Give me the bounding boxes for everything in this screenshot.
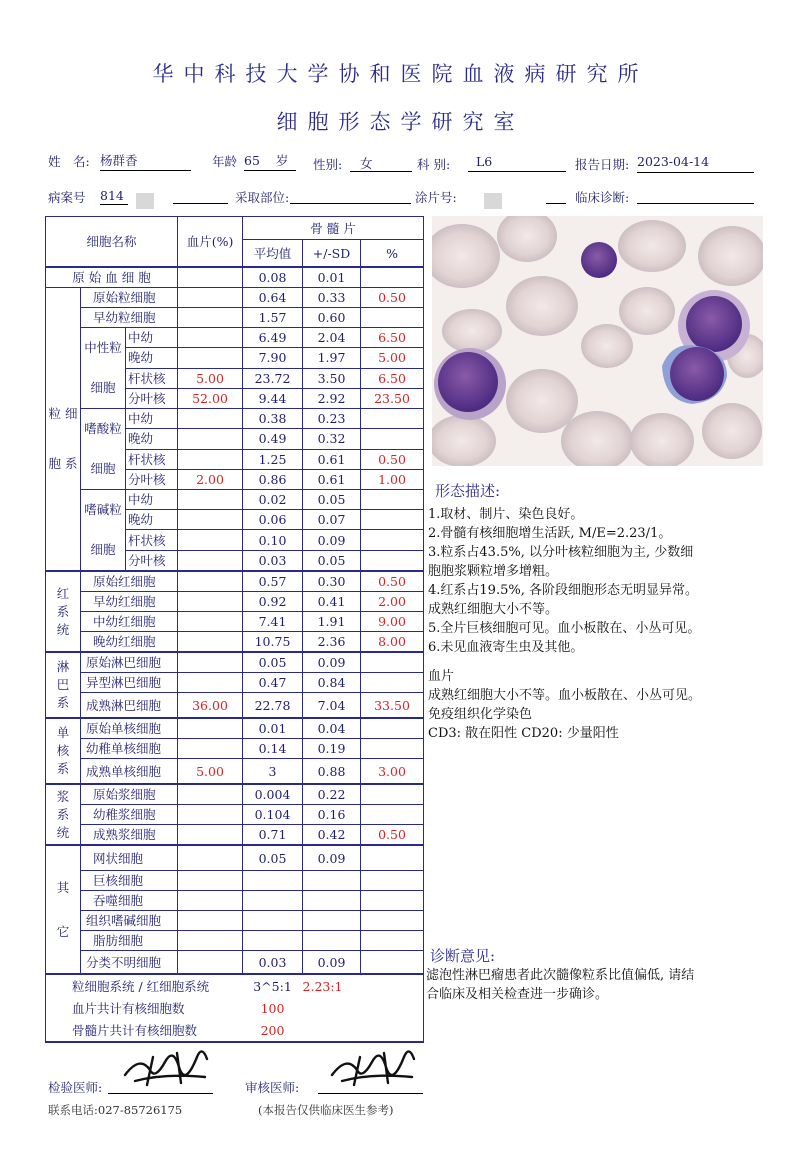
clinical-field: [637, 203, 754, 204]
cell-sd: 0.60: [303, 308, 361, 328]
cell-pct: [361, 784, 424, 805]
group-mono: 单 核 系: [46, 718, 81, 784]
table-row: [46, 490, 424, 510]
ratio-label: 粒细胞系统 / 红细胞系统: [46, 974, 243, 997]
cell-blood: [178, 530, 243, 550]
cell-blood: [178, 267, 243, 288]
cell-sd: 0.41: [303, 592, 361, 612]
cell-mean: 1.25: [243, 449, 303, 469]
site-label: 采取部位:: [235, 190, 290, 205]
morphology-line: 1.取材、制片、染色良好。: [428, 507, 584, 522]
cell-sd: 0.84: [303, 673, 361, 693]
summary-empty: [303, 1019, 424, 1042]
cell-sd: 0.09: [303, 652, 361, 673]
patient-age: [244, 151, 296, 171]
cell-name: 组织嗜碱细胞: [81, 911, 178, 931]
cell-sd: 0.05: [303, 490, 361, 510]
cell-mean: 7.41: [243, 612, 303, 632]
cell-sd: 0.07: [303, 510, 361, 530]
cell-blood: [178, 784, 243, 805]
col-header-marrow: 骨 髓 片: [243, 217, 424, 240]
cell-name: 早幼红细胞: [81, 592, 178, 612]
group-basophil: [81, 490, 126, 572]
morphology-line: 3.粒系占43.5%, 以分叶核粒细胞为主, 少数细: [428, 545, 694, 560]
table-row: [46, 784, 424, 805]
cell-name: 原始单核细胞: [81, 718, 178, 739]
cell-mean: 23.72: [243, 368, 303, 388]
cell-mean: 0.71: [243, 825, 303, 846]
cell-mean: [243, 891, 303, 911]
cell-name: 原始浆细胞: [81, 784, 178, 805]
cell-pct: [361, 871, 424, 891]
morphology-line: 6.未见血液寄生虫及其他。: [428, 640, 584, 655]
cell-sd: [303, 871, 361, 891]
cell-mean: 10.75: [243, 632, 303, 653]
cell-mean: 0.104: [243, 805, 303, 825]
cell-mean: 0.92: [243, 592, 303, 612]
marrow-count-label: 骨髓片共计有核细胞数: [46, 1019, 243, 1042]
cell-mean: 0.86: [243, 469, 303, 489]
redacted-block-2: [484, 193, 502, 209]
table-row: [46, 308, 424, 328]
blood-smear-line: 成熟红细胞大小不等。血小板散在、小丛可见。: [428, 688, 702, 703]
cell-sd: 7.04: [303, 693, 361, 719]
cell-blood: [178, 739, 243, 759]
cell-blood: [178, 550, 243, 571]
morphology-title: 形态描述:: [435, 482, 501, 500]
patient-sex: 女: [350, 154, 412, 172]
cell-mean: 1.57: [243, 308, 303, 328]
cell-sd: 3.50: [303, 368, 361, 388]
examiner-signature: [115, 1045, 215, 1091]
cell-pct: 0.50: [361, 449, 424, 469]
table-row: [46, 931, 424, 951]
cell-sd: 0.16: [303, 805, 361, 825]
diagnosis-line: 合临床及相关检查进一步确诊。: [426, 987, 609, 1002]
cell-blood: 36.00: [178, 693, 243, 719]
cell-pct: 9.00: [361, 612, 424, 632]
cell-mean: 0.49: [243, 429, 303, 449]
cell-pct: [361, 673, 424, 693]
cell-name: 分叶核: [126, 550, 178, 571]
cell-mean: 3: [243, 759, 303, 785]
case-number: 814: [100, 188, 128, 205]
cell-sd: [303, 911, 361, 931]
ratio-value: 2.23:1: [303, 974, 424, 997]
blood-smear-line: CD3: 散在阳性 CD20: 少量阳性: [428, 726, 619, 741]
cell-sd: [303, 891, 361, 911]
cell-mean: [243, 911, 303, 931]
group-erythroid: 红 系 统: [46, 571, 81, 652]
redacted-block: [136, 193, 154, 209]
col-header-blood: 血片(%): [178, 217, 243, 268]
institute-title: 华中科技大学协和医院血液病研究所: [152, 62, 649, 86]
cell-name: 分类不明细胞: [81, 951, 178, 975]
cell-blood: [178, 288, 243, 308]
col-header-mean: 平均值: [243, 240, 303, 268]
cell-mean: 6.49: [243, 328, 303, 348]
summary-row-marrow: [46, 1019, 424, 1042]
cell-name: 成熟单核细胞: [81, 759, 178, 785]
table-row: [46, 759, 424, 785]
cell-sd: 0.04: [303, 718, 361, 739]
blood-count: 100: [260, 1000, 285, 1016]
group-plasma: 浆 系 统: [46, 784, 81, 845]
table-row: [46, 571, 424, 592]
ratio-ref: 3^5:1: [243, 974, 303, 997]
cell-blood: [178, 490, 243, 510]
cell-pct: 0.50: [361, 288, 424, 308]
age-label: 年龄: [212, 154, 238, 169]
cell-mean: 0.03: [243, 951, 303, 975]
cell-pct: 23.50: [361, 388, 424, 408]
cell-sd: 0.88: [303, 759, 361, 785]
cell-blood: [178, 891, 243, 911]
table-row: [46, 288, 424, 308]
table-row: [46, 805, 424, 825]
cell-blood: [178, 308, 243, 328]
table-row: [46, 845, 424, 871]
cell-mean: 0.05: [243, 845, 303, 871]
cell-blood: [178, 429, 243, 449]
blood-count-label: 血片共计有核细胞数: [46, 997, 243, 1019]
cell-name: 异型淋巴细胞: [81, 673, 178, 693]
cell-mean: 0.01: [243, 718, 303, 739]
col-header-pct: %: [361, 240, 424, 268]
group-basophil-b: 细胞: [90, 542, 116, 557]
reviewer-signature: [322, 1045, 422, 1091]
cell-sd: 2.04: [303, 328, 361, 348]
cell-pct: [361, 530, 424, 550]
cell-sd: 0.33: [303, 288, 361, 308]
cell-pct: [361, 931, 424, 951]
cell-mean: 0.47: [243, 673, 303, 693]
date-label: 报告日期:: [575, 157, 630, 172]
report-note: (本报告仅供临床医生参考): [258, 1103, 394, 1117]
cell-pct: 2.00: [361, 592, 424, 612]
cell-sd: 0.05: [303, 550, 361, 571]
morphology-line: 4.红系占19.5%, 各阶段细胞形态无明显异常。: [428, 583, 698, 598]
diagnosis-title: 诊断意见:: [430, 947, 496, 965]
patient-name: 杨群香: [100, 151, 191, 171]
examiner-label: 检验医师:: [48, 1080, 103, 1095]
cell-pct: [361, 652, 424, 673]
cell-blood: [178, 805, 243, 825]
col-header-sd: +/-SD: [303, 240, 361, 268]
morphology-line: 5.全片巨核细胞可见。血小板散在、小丛可见。: [428, 621, 701, 636]
cell-pct: [361, 490, 424, 510]
cell-name: 中幼: [126, 490, 178, 510]
cell-name: 分叶核: [126, 469, 178, 489]
cell-blood: 5.00: [178, 368, 243, 388]
cell-blood: [178, 931, 243, 951]
cell-name: 杆状核: [126, 530, 178, 550]
cell-pct: [361, 805, 424, 825]
cell-pct: [361, 510, 424, 530]
table-row: [46, 592, 424, 612]
cell-sd: 0.30: [303, 571, 361, 592]
cell-blood: 52.00: [178, 388, 243, 408]
blood-smear-title: 血片: [428, 669, 455, 684]
age-unit: 岁: [275, 153, 289, 168]
group-eosinophil-a: 嗜酸粒: [84, 421, 122, 436]
cell-pct: 1.00: [361, 469, 424, 489]
table-row: [46, 267, 424, 288]
group-basophil-a: 嗜碱粒: [84, 502, 122, 517]
cell-mean: 0.14: [243, 739, 303, 759]
group-eosinophil-b: 细胞: [90, 461, 116, 476]
cell-sd: 0.61: [303, 469, 361, 489]
cell-pct: 0.50: [361, 571, 424, 592]
site-field: [290, 203, 411, 204]
morphology-line: 2.骨髓有核细胞增生活跃, M/E=2.23/1。: [428, 526, 672, 541]
cell-count-table: [45, 216, 424, 1043]
cell-sd: [303, 931, 361, 951]
micrograph-svg: [432, 216, 763, 466]
table-row: [46, 718, 424, 739]
cell-name: 原始红细胞: [81, 571, 178, 592]
cell-blood: [178, 825, 243, 846]
table-row: [46, 632, 424, 653]
cell-name: 中幼红细胞: [81, 612, 178, 632]
cell-name: 原 始 血 细 胞: [46, 267, 178, 288]
cell-name: 杆状核: [126, 449, 178, 469]
cell-name: 原始淋巴细胞: [81, 652, 178, 673]
cell-mean: 0.03: [243, 550, 303, 571]
cell-name: 晚幼: [126, 510, 178, 530]
blood-smear-line: 免疫组织化学染色: [428, 707, 533, 722]
smear-label: 涂片号:: [415, 190, 457, 205]
cell-pct: 33.50: [361, 693, 424, 719]
cell-blood: [178, 911, 243, 931]
cell-sd: 2.92: [303, 388, 361, 408]
table-row: [46, 409, 424, 429]
cell-name: 原始粒细胞: [81, 288, 178, 308]
cell-blood: [178, 571, 243, 592]
cell-name: 幼稚浆细胞: [81, 805, 178, 825]
clinical-label: 临床诊断:: [575, 190, 630, 205]
age-value: 65: [244, 153, 260, 168]
cell-pct: 6.50: [361, 328, 424, 348]
cell-mean: 0.02: [243, 490, 303, 510]
cell-name: 晚幼红细胞: [81, 632, 178, 653]
cell-sd: 0.19: [303, 739, 361, 759]
cell-pct: 5.00: [361, 348, 424, 368]
cell-mean: 0.10: [243, 530, 303, 550]
cell-blood: [178, 632, 243, 653]
cell-name: 分叶核: [126, 388, 178, 408]
table-row: [46, 871, 424, 891]
cell-blood: [178, 612, 243, 632]
cell-name: 晚幼: [126, 429, 178, 449]
smear-underline: [546, 203, 566, 204]
table-row: [46, 328, 424, 348]
cell-name: 成熟淋巴细胞: [81, 693, 178, 719]
cell-name: 早幼粒细胞: [81, 308, 178, 328]
morphology-line: 成熟红细胞大小不等。: [428, 602, 559, 617]
cell-pct: [361, 739, 424, 759]
summary-empty: [303, 997, 424, 1019]
patient-dept: L6: [468, 154, 566, 172]
case-label: 病案号: [48, 190, 86, 205]
blood-smear-text: [428, 667, 701, 743]
marrow-count: 200: [243, 1019, 303, 1042]
group-neutrophil: [81, 328, 126, 409]
summary-row-ratio: [46, 974, 424, 997]
report-date: 2023-04-14: [637, 154, 754, 173]
micrograph-image: [432, 216, 763, 466]
dept-label: 科 别:: [417, 157, 451, 172]
cell-mean: 22.78: [243, 693, 303, 719]
cell-sd: 0.32: [303, 429, 361, 449]
group-other: 其 它: [46, 845, 81, 974]
cell-blood: [178, 845, 243, 871]
cell-pct: [361, 845, 424, 871]
table-row: [46, 673, 424, 693]
table-row: [46, 911, 424, 931]
cell-pct: [361, 891, 424, 911]
group-lymph: 淋 巴 系: [46, 652, 81, 718]
cell-mean: 7.90: [243, 348, 303, 368]
cell-blood: [178, 673, 243, 693]
cell-sd: 0.42: [303, 825, 361, 846]
cell-sd: 1.97: [303, 348, 361, 368]
cell-sd: 0.61: [303, 449, 361, 469]
table-row: [46, 693, 424, 719]
cell-mean: [243, 931, 303, 951]
cell-sd: 0.01: [303, 267, 361, 288]
contact-phone: 联系电话:027-85726175: [48, 1103, 183, 1117]
cell-name: 中幼: [126, 328, 178, 348]
cell-mean: 0.05: [243, 652, 303, 673]
cell-mean: [243, 871, 303, 891]
case-underline: [173, 203, 228, 204]
cell-pct: [361, 911, 424, 931]
cell-blood: 2.00: [178, 469, 243, 489]
cell-pct: 3.00: [361, 759, 424, 785]
cell-sd: 0.09: [303, 951, 361, 975]
cell-pct: 8.00: [361, 632, 424, 653]
cell-mean: 0.38: [243, 409, 303, 429]
cell-sd: 0.22: [303, 784, 361, 805]
cell-mean: 0.64: [243, 288, 303, 308]
diagnosis-line: 滤泡性淋巴瘤患者此次髓像粒系比值偏低, 请结: [426, 968, 695, 983]
diagnosis-text: [426, 966, 694, 1004]
table-row: [46, 652, 424, 673]
cell-blood: [178, 409, 243, 429]
table-row: [46, 825, 424, 846]
cell-blood: [178, 652, 243, 673]
cell-sd: 0.09: [303, 845, 361, 871]
cell-mean: 0.004: [243, 784, 303, 805]
group-eosinophil: [81, 409, 126, 490]
cell-name: 杆状核: [126, 368, 178, 388]
cell-blood: [178, 348, 243, 368]
cell-blood: [178, 871, 243, 891]
sex-label: 性别:: [313, 157, 343, 172]
cell-blood: 5.00: [178, 759, 243, 785]
cell-sd: 0.23: [303, 409, 361, 429]
cell-mean: 0.06: [243, 510, 303, 530]
cell-blood: [178, 592, 243, 612]
cell-mean: 9.44: [243, 388, 303, 408]
cell-pct: [361, 951, 424, 975]
cell-blood: [178, 449, 243, 469]
summary-row-blood: [46, 997, 424, 1019]
table-row: [46, 951, 424, 975]
cell-pct: [361, 718, 424, 739]
cell-name: 晚幼: [126, 348, 178, 368]
cell-name: 脂肪细胞: [81, 931, 178, 951]
cell-mean: 0.08: [243, 267, 303, 288]
name-label: 姓 名:: [48, 154, 90, 169]
cell-sd: 1.91: [303, 612, 361, 632]
cell-name: 幼稚单核细胞: [81, 739, 178, 759]
morphology-text: [428, 505, 700, 657]
cell-blood: [178, 951, 243, 975]
cell-sd: 0.09: [303, 530, 361, 550]
group-neutrophil-b: 细胞: [90, 380, 116, 395]
lab-title: 细胞形态学研究室: [276, 110, 525, 134]
cell-name: 巨核细胞: [81, 871, 178, 891]
cell-pct: [361, 267, 424, 288]
cell-blood: [178, 510, 243, 530]
cell-blood: [178, 718, 243, 739]
table-row: [46, 739, 424, 759]
cell-name: 中幼: [126, 409, 178, 429]
table-row: [46, 612, 424, 632]
cell-pct: [361, 550, 424, 571]
group-neutrophil-a: 中性粒: [84, 340, 122, 355]
cell-name: 网状细胞: [81, 845, 178, 871]
cell-sd: 2.36: [303, 632, 361, 653]
cell-pct: [361, 308, 424, 328]
reviewer-line: [318, 1093, 423, 1094]
morphology-line: 胞胞浆颗粒增多增粗。: [428, 564, 559, 579]
table-row: [46, 891, 424, 911]
cell-pct: 0.50: [361, 825, 424, 846]
cell-name: 成熟浆细胞: [81, 825, 178, 846]
cell-mean: 0.57: [243, 571, 303, 592]
group-granulocyte: 粒 细 胞 系: [46, 288, 81, 572]
cell-blood: [178, 328, 243, 348]
cell-pct: 6.50: [361, 368, 424, 388]
reviewer-label: 审核医师:: [245, 1080, 300, 1095]
cell-pct: [361, 429, 424, 449]
cell-pct: [361, 409, 424, 429]
cell-name: 吞噬细胞: [81, 891, 178, 911]
examiner-line: [108, 1093, 213, 1094]
col-header-name: 细胞名称: [46, 217, 178, 268]
